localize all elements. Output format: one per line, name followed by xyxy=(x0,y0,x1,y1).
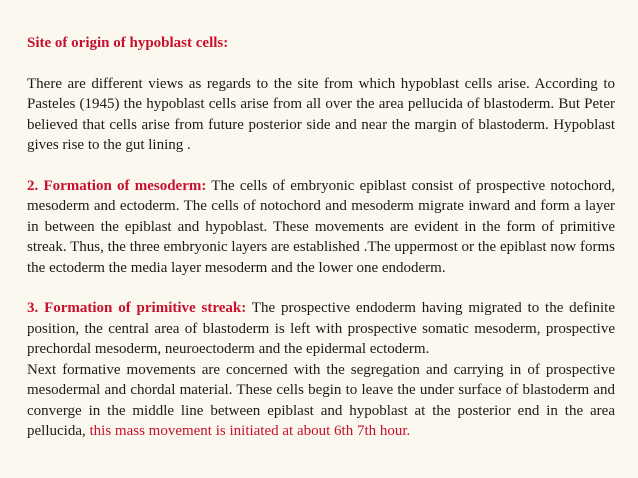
spacer xyxy=(27,54,615,74)
slide-content xyxy=(27,33,615,442)
paragraph-formative-movements xyxy=(27,360,615,442)
section-mesoderm-title: 2. Formation of mesoderm: xyxy=(27,177,207,194)
spacer xyxy=(27,278,615,298)
formative-movements-body: Next formative movements are concerned with the segregation and carrying in of prospective mesodermal and chordal material. These cells begin to leave the under surface of blastoderm and converge in the middle line between epiblast and hypoblast at the posterior end in the area pellucida, xyxy=(27,361,615,439)
section-primitive-streak-body: The prospective endoderm having migrated to the definite position, the central area of blastoderm is left with prospective somatic mesoderm, prospective prechordal mesoderm, neuroectoderm and the epidermal ectoderm. xyxy=(27,300,615,357)
paragraph-hypoblast-origin: There are different views as regards to the site from which hypoblast cells arise. According to Pasteles (1945) the hypoblast cells arise from all over the area pellucida of blastoderm. But Peter believed that cells arise from future posterior side and near the margin of blastoderm. Hypoblast gives rise to the gut lining . xyxy=(27,75,615,153)
section-primitive-streak xyxy=(27,298,615,360)
section-primitive-streak-title: 3. Formation of primitive streak: xyxy=(27,300,247,316)
section-mesoderm-body: The cells of embryonic epiblast consist of prospective notochord, mesoderm and ectoderm. The cells of notochord and mesoderm migrate inward and form a layer in between the epiblast and hypoblast. These movements are evident in the form of primitive streak. Thus, the three embryonic layers are established .The uppermost or the epiblast now forms the ectoderm the media layer mesoderm and the lower one endoderm. xyxy=(27,177,615,276)
spacer xyxy=(27,156,615,176)
highlight-mass-movement: this mass movement is initiated at about 6th 7th hour. xyxy=(89,423,411,439)
slide-heading: Site of origin of hypoblast cells: xyxy=(27,35,229,51)
section-mesoderm xyxy=(27,176,615,279)
